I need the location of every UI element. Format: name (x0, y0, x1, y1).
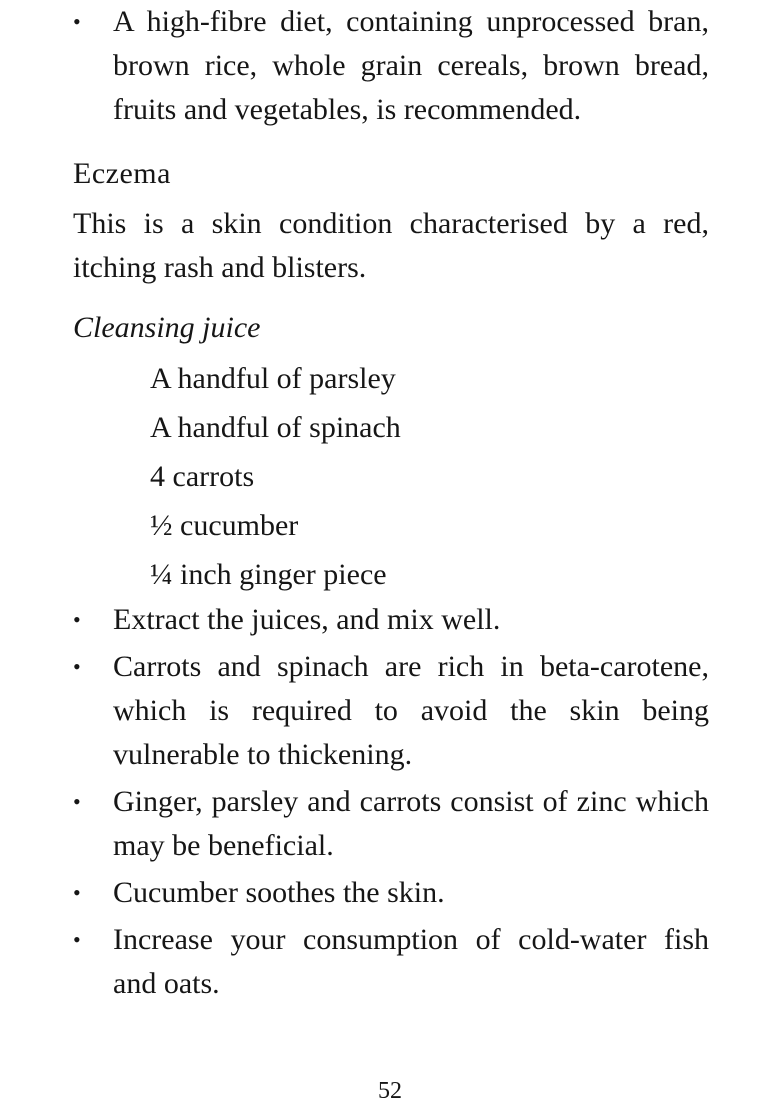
ingredient-list (150, 354, 401, 599)
ingredient-item: A handful of parsley (150, 362, 396, 395)
bullet-text: Carrots and spinach are rich in beta-carotene, which is required to avoid the skin being vulnerable to thickening. (113, 650, 709, 771)
list-item (73, 918, 709, 1006)
bullet-icon: • (73, 654, 81, 679)
list-item (73, 0, 709, 132)
bullet-icon: • (73, 607, 81, 632)
ingredient-item: A handful of spinach (150, 411, 401, 444)
list-item (73, 871, 709, 915)
top-bullet-list (73, 0, 709, 132)
bullet-text: A high-fibre diet, containing unprocessed bran, brown rice, whole grain cereals, brown bread, fruits and vegetables, is recommended. (113, 5, 709, 126)
bullet-text: Cucumber soothes the skin. (113, 876, 445, 909)
ingredient-item: ½ cucumber (150, 509, 299, 542)
section-heading: Eczema (73, 157, 171, 190)
list-item (73, 780, 709, 868)
bullet-icon: • (73, 789, 81, 814)
bullet-icon: • (73, 927, 81, 952)
bullet-text: Extract the juices, and mix well. (113, 603, 501, 636)
section-intro: This is a skin condition characterised by a red, itching rash and blisters. (73, 207, 709, 284)
page-number: 52 (378, 1078, 402, 1104)
list-item (73, 598, 709, 642)
bullet-icon: • (73, 9, 81, 34)
bullet-text: Increase your consumption of cold-water fish and oats. (113, 923, 709, 1000)
ingredient-item: ¼ inch ginger piece (150, 558, 387, 591)
ingredient-item: 4 carrots (150, 460, 255, 493)
bullet-text: Ginger, parsley and carrots consist of zinc which may be beneficial. (113, 785, 709, 862)
list-item (73, 645, 709, 777)
instruction-bullet-list (73, 598, 709, 1009)
bullet-icon: • (73, 880, 81, 905)
recipe-title: Cleansing juice (73, 311, 261, 344)
